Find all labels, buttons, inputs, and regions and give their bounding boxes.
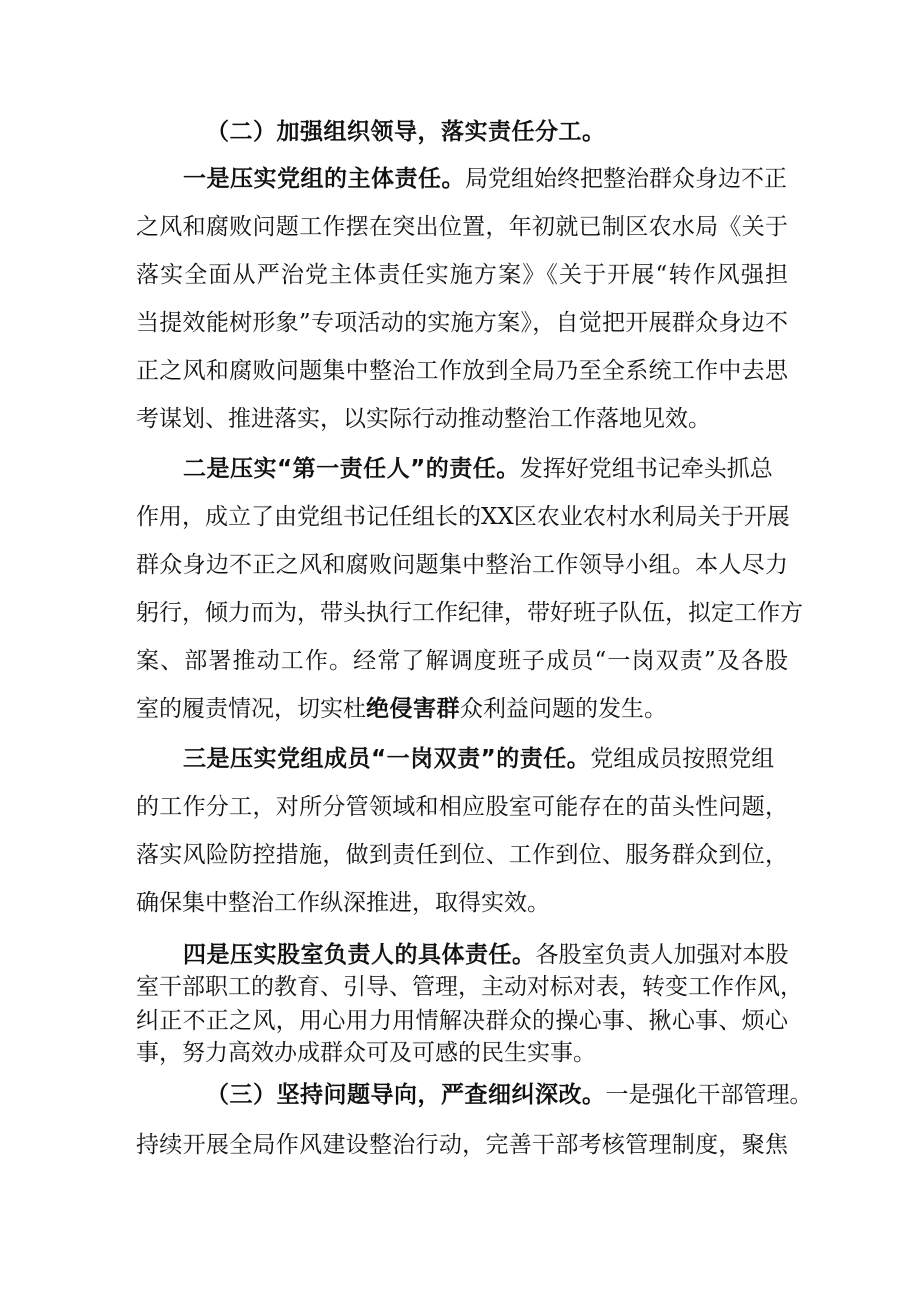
paragraph-5-line-2 bbox=[0, 1128, 920, 1162]
text-run-bold: 绝侵害群 bbox=[366, 696, 460, 722]
paragraph-4-line-3 bbox=[0, 1004, 920, 1038]
text-line: 纠正不正之风，用心用力用情解决群众的操心事、揪心事、烦心 bbox=[136, 1008, 788, 1034]
paragraph-4-text: 各股室负责人加强对本股 bbox=[535, 942, 789, 968]
text-line: 落实全面从严治党主体责任实施方案》《关于开展“转作风强担 bbox=[136, 262, 788, 288]
text-run: 众利益问题的发生。 bbox=[460, 696, 667, 722]
paragraph-2-line-5 bbox=[0, 644, 920, 678]
text-line: 当提效能树形象”专项活动的实施方案》，自觉把开展群众身边不 bbox=[136, 310, 788, 336]
text-line: 群众身边不正之风和腐败问题集中整治工作领导小组。本人尽力 bbox=[136, 552, 788, 578]
section-heading-3: （三）坚持问题导向，严查细纠深改。 bbox=[206, 1082, 606, 1108]
paragraph-1-line-2 bbox=[0, 210, 920, 244]
paragraph-2-line-6 bbox=[0, 692, 920, 726]
paragraph-1-line-4 bbox=[0, 306, 920, 340]
paragraph-3-line-4: 确保集中整治工作纵深推进，取得实效。 bbox=[136, 890, 550, 916]
paragraph-2-lead: 二是压实“第一责任人”的责任。 bbox=[183, 456, 520, 482]
paragraph-1-line-5 bbox=[0, 354, 920, 388]
text-line: 室干部职工的教育、引导、管理，主动对标对表，转变工作作风， bbox=[136, 974, 803, 1000]
paragraph-1-line-1 bbox=[0, 162, 920, 196]
paragraph-3-text: 党组成员按照党组 bbox=[590, 746, 775, 772]
paragraph-2-line-3 bbox=[0, 548, 920, 582]
text-line: 躬行，倾力而为，带头执行工作纪律，带好班子队伍，拟定工作方 bbox=[136, 600, 803, 626]
paragraph-1-line-6: 考谋划、推进落实，以实际行动推动整治工作落地见效。 bbox=[136, 406, 711, 432]
section-heading-2: （二）加强组织领导，落实责任分工。 bbox=[206, 119, 606, 145]
paragraph-4-line-1 bbox=[0, 938, 920, 972]
paragraph-1-line-3 bbox=[0, 258, 920, 292]
text-line: 作用，成立了由党组书记任组长的XX区农业农村水利局关于开展 bbox=[136, 504, 790, 530]
paragraph-3-lead: 三是压实党组成员“一岗双责”的责任。 bbox=[183, 746, 591, 772]
paragraph-2-line-2 bbox=[0, 500, 920, 534]
paragraph-2-line-1 bbox=[0, 452, 920, 486]
paragraph-3-line-2 bbox=[0, 790, 920, 824]
text-line: 之风和腐败问题工作摆在突出位置，年初就已制区农水局《关于 bbox=[136, 214, 788, 240]
text-line: 正之风和腐败问题集中整治工作放到全局乃至全系统工作中去思 bbox=[136, 358, 788, 384]
text-line: 持续开展全局作风建设整治行动，完善干部考核管理制度，聚焦 bbox=[136, 1132, 788, 1158]
paragraph-3-line-3 bbox=[0, 838, 920, 872]
text-line: 的工作分工，对所分管领域和相应股室可能存在的苗头性问题， bbox=[136, 794, 788, 820]
paragraph-2-text: 发挥好党组书记牵头抓总 bbox=[519, 456, 773, 482]
paragraph-4-line-4: 事，努力高效办成群众可及可感的民生实事。 bbox=[136, 1040, 596, 1066]
paragraph-5-line-1 bbox=[0, 1078, 920, 1112]
text-run: 室的履责情况，切实杜 bbox=[136, 696, 366, 722]
paragraph-1-text: 局党组始终把整治群众身边不正 bbox=[465, 166, 787, 192]
paragraph-3-line-1 bbox=[0, 742, 920, 776]
paragraph-4-lead: 四是压实股室负责人的具体责任。 bbox=[183, 942, 536, 968]
paragraph-2-line-4 bbox=[0, 596, 920, 630]
paragraph-4-line-2 bbox=[0, 970, 920, 1004]
paragraph-5-text: 一是强化干部管理。 bbox=[605, 1082, 813, 1108]
text-line: 案、部署推动工作。经常了解调度班子成员“一岗双责”及各股 bbox=[136, 648, 788, 674]
paragraph-1-lead: 一是压实党组的主体责任。 bbox=[183, 166, 465, 192]
text-line: 落实风险防控措施，做到责任到位、工作到位、服务群众到位， bbox=[136, 842, 788, 868]
